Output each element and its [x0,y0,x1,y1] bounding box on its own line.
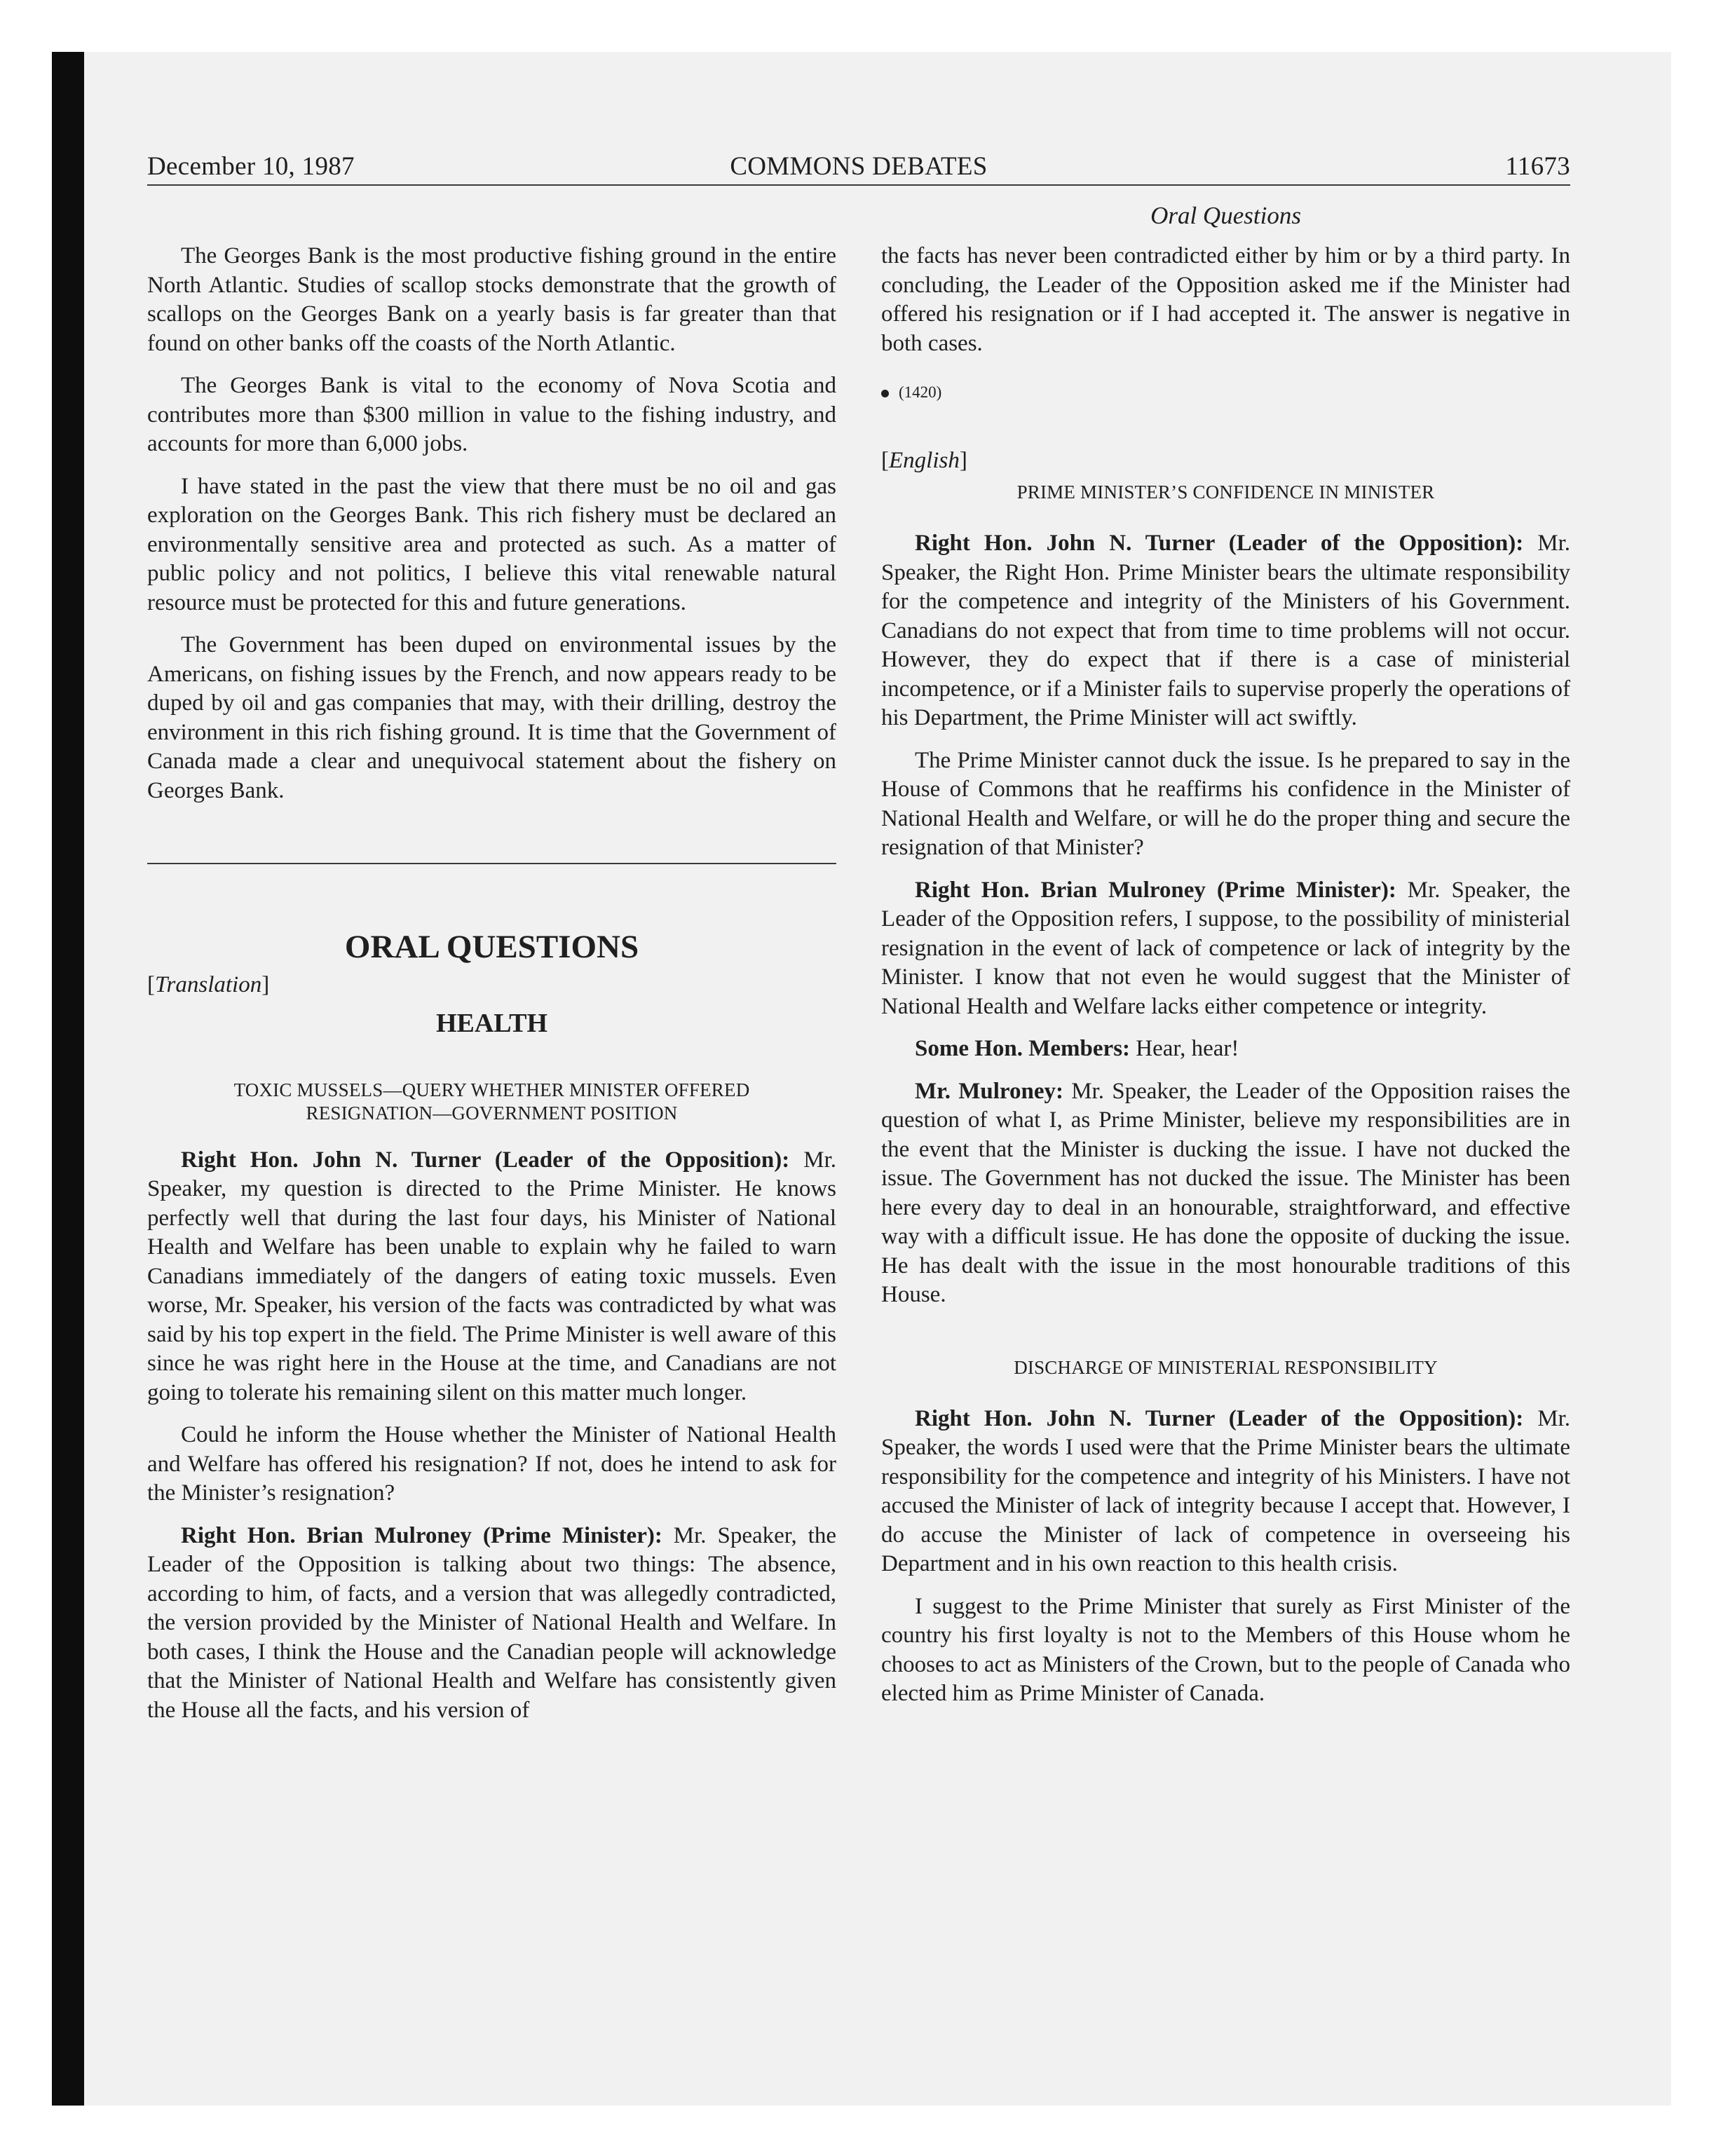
header-title: COMMONS DEBATES [730,152,988,181]
paragraph: The Georges Bank is vital to the economy of Nova Scotia and contributes more than $300 million in value to the fishing industry, and accounts for more than 6,000 jobs. [147,373,836,456]
subject-heading: PRIME MINISTER’S CONFIDENCE IN MINISTER [1016,482,1435,503]
paragraph: The Prime Minister cannot duck the issue. Is he prepared to say in the House of Commons that he reaffirms his confidence in the Minister of National Health and Welfare, or will he do the proper thing and secure the resignation of that Minister? [881,747,1570,860]
paragraph: I have stated in the past the view that there must be no oil and gas exploration on the Georges Bank. This rich fishery must be declared an environmentally sensitive area and protected as such. As a matter of public policy and not politics, I believe this vital renewable natural resource must be protected for this and future generations. [147,473,836,615]
oral-questions-heading: ORAL QUESTIONS [344,929,639,965]
binding-edge [52,52,84,2106]
subject-heading: DISCHARGE OF MINISTERIAL RESPONSIBILITY [1014,1356,1438,1378]
speech-text: Mr. Speaker, the Leader of the Opposition raises the question of what I, as Prime Minister, believe my responsibilities are in the event that the Minister is ducking the issue. I have not ducked the issue. The Government has not ducked the issue. The Minister has been here every day to deal in an honourable, straightforward, and effective way with a difficult issue. He has done the opposite of ducking the issue. He has dealt with the issue in the most honourable traditions of this House. [881,1078,1570,1307]
speech-members [881,1035,1570,1064]
english-tag-text: English [889,447,960,473]
speech-text: Mr. Speaker, my question is directed to the Prime Minister. He knows perfectly well that during the last four days, his Minister of National Health and Welfare has been unable to explain why he failed to warn Canadians immediately of the dangers of eating toxic mussels. Even worse, Mr. Speaker, his version of the facts was contradicted by what was said by his top expert in the field. The Prime Minister is well aware of this since he was right here in the House at the time, and Canadians are not going to tolerate his remaining silent on this matter much longer. [147,1147,836,1405]
speaker-name: Right Hon. John N. Turner (Leader of the Opposition): [181,1147,790,1173]
header-date: December 10, 1987 [147,152,355,181]
left-column [147,242,836,1738]
speech-mulroney [147,1522,836,1726]
continued-paragraph: the facts has never been contradicted either by him or by a third party. In concluding, the Leader of the Opposition asked me if the Minister had offered his resignation or if I had accepted it. The answer is negative in both cases. [881,243,1570,356]
speaker-name: Some Hon. Members: [915,1036,1131,1061]
header-rule [147,184,1570,186]
speech-text: Hear, hear! [1136,1036,1239,1061]
page-header [147,147,1570,186]
paragraph: The Government has been duped on environmental issues by the Americans, on fishing issues by the French, and now appears ready to be duped by oil and gas companies that may, with their drilling, destroy the environment in this rich fishing ground. It is time that the Government of Canada made a clear and unequivocal statement about the fishery on Georges Bank. [147,632,836,803]
speaker-name: Right Hon. John N. Turner (Leader of the Opposition): [915,531,1524,556]
paragraph: Could he inform the House whether the Minister of National Health and Welfare has offered his resignation? If not, does he intend to ask for the Minister’s resignation? [147,1422,836,1506]
speaker-name: Right Hon. Brian Mulroney (Prime Minister): [915,877,1396,903]
timestamp [881,378,1570,407]
section-separator [147,863,836,864]
bullet-icon [881,390,889,397]
speech-mulroney [881,876,1570,1022]
speech-turner [881,1405,1570,1579]
translation-tag-text: Translation [155,972,262,997]
speaker-name: Mr. Mulroney: [915,1078,1063,1104]
right-column [881,242,1570,1722]
english-tag: [English] [881,447,967,473]
translation-tag: [Translation] [147,972,270,997]
speech-mulroney [881,1077,1570,1310]
speaker-name: Right Hon. John N. Turner (Leader of the Opposition): [915,1405,1524,1431]
speech-turner [147,1146,836,1408]
subject-heading: TOXIC MUSSELS—QUERY WHETHER MINISTER OFFERED RESIGNATION—GOVERNMENT POSITION [233,1079,750,1124]
health-heading: HEALTH [435,1008,548,1038]
speech-text: Mr. Speaker, the words I used were that the Prime Minister bears the ultimate responsibility for the competence and integrity of his Ministers. I have not accused the Minister of lack of integrity because I accept that. However, I do accuse the Minister of lack of competence in overseeing his Department and in his own reaction to this health crisis. [881,1405,1570,1576]
speech-text: Mr. Speaker, the Leader of the Opposition is talking about two things: The absence, according to him, of facts, and a version that was allegedly contradicted, the version provided by the Minister of National Health and Welfare. In both cases, I think the House and the Canadian people will acknowledge that the Minister of National Health and Welfare has consistently given the House all the facts, and his version of [147,1522,836,1723]
speech-text: Mr. Speaker, the Right Hon. Prime Minister bears the ultimate responsibility for the competence and integrity of the Ministers of his Government. Canadians do not expect that from time to time problems will not occur. However, they do expect that if there is a case of ministerial incompetence, or if a Minister fails to supervise properly the operations of his Department, the Prime Minister will act swiftly. [881,531,1570,730]
paragraph: I suggest to the Prime Minister that surely as First Minister of the country his first loyalty is not to the Members of this House whom he chooses to act as Ministers of the Crown, but to the people of Canada who elected him as Prime Minister of Canada. [881,1593,1570,1706]
paragraph: The Georges Bank is the most productive fishing ground in the entire North Atlantic. Studies of scallop stocks demonstrate that the growth of scallops on the Georges Bank on a yearly basis is far greater than that found on other banks off the coasts of the North Atlantic. [147,243,836,356]
header-page-number: 11673 [1505,152,1570,181]
speaker-name: Right Hon. Brian Mulroney (Prime Minister): [181,1522,662,1548]
speech-text: Mr. Speaker, the Leader of the Opposition refers, I suppose, to the possibility of ministerial resignation in the event of lack of competence or lack of integrity by the Minister. I know that not even he would suggest that the Minister of National Health and Welfare lacks either competence or integrity. [881,877,1570,1019]
speech-turner [881,529,1570,733]
timestamp-text: (1420) [899,383,942,401]
running-head: Oral Questions [1150,202,1301,229]
